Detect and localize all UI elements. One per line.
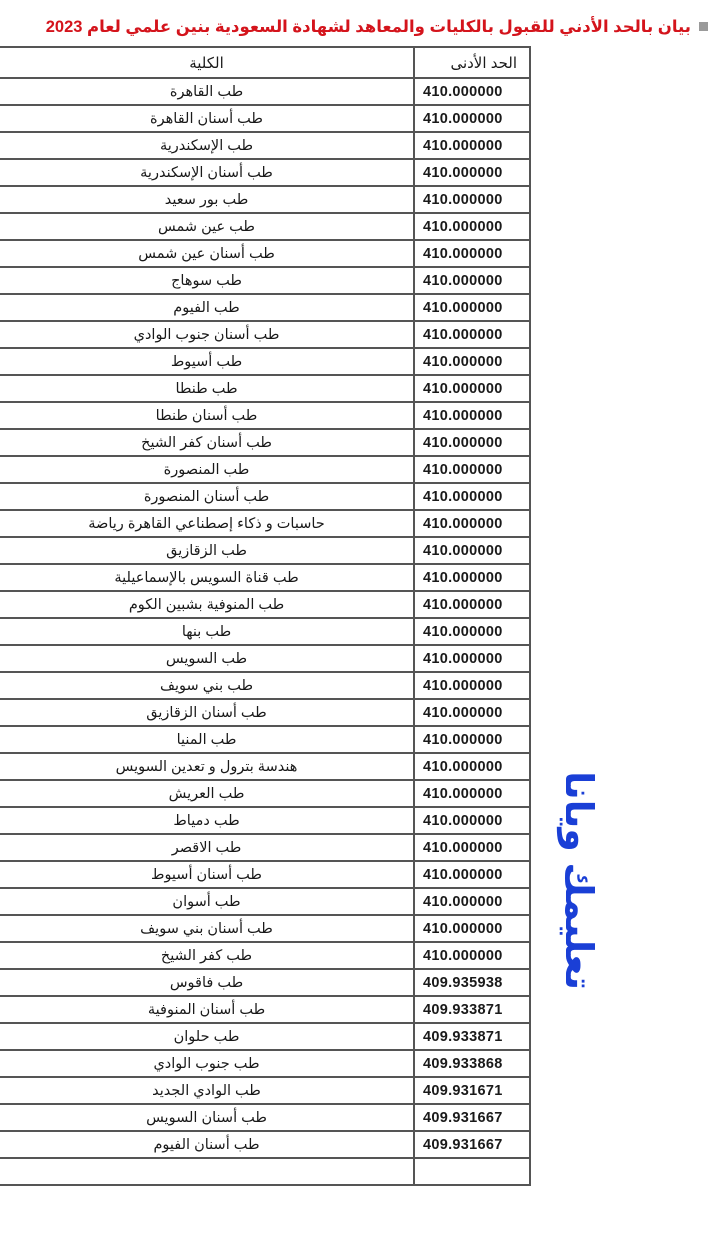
faculty-cell: طب المنوفية بشبين الكوم <box>0 591 414 618</box>
admission-table-container <box>0 46 531 1186</box>
faculty-cell: طب أسنان القاهرة <box>0 105 414 132</box>
table-row <box>0 456 530 483</box>
min-score-cell <box>414 1158 530 1185</box>
min-score-cell: 409.933871 <box>414 1023 530 1050</box>
min-score-cell: 410.000000 <box>414 780 530 807</box>
faculty-cell: طب بنها <box>0 618 414 645</box>
table-row <box>0 888 530 915</box>
faculty-cell: طب بور سعيد <box>0 186 414 213</box>
faculty-cell: طب أسنان كفر الشيخ <box>0 429 414 456</box>
table-header-row <box>0 47 530 78</box>
faculty-cell: طب دمياط <box>0 807 414 834</box>
table-row <box>0 618 530 645</box>
table-row <box>0 1131 530 1158</box>
table-row <box>0 186 530 213</box>
min-score-cell: 410.000000 <box>414 456 530 483</box>
faculty-cell: طب الفيوم <box>0 294 414 321</box>
table-body <box>0 78 530 1185</box>
table-row <box>0 483 530 510</box>
min-score-cell: 410.000000 <box>414 348 530 375</box>
min-score-cell: 410.000000 <box>414 267 530 294</box>
table-row <box>0 537 530 564</box>
faculty-cell: طب الوادي الجديد <box>0 1077 414 1104</box>
min-score-cell: 409.931667 <box>414 1131 530 1158</box>
table-row <box>0 321 530 348</box>
min-score-cell: 410.000000 <box>414 699 530 726</box>
faculty-cell: طب أسنان جنوب الوادي <box>0 321 414 348</box>
min-score-cell: 409.931671 <box>414 1077 530 1104</box>
table-row <box>0 996 530 1023</box>
faculty-cell: طب الاقصر <box>0 834 414 861</box>
table-row <box>0 942 530 969</box>
table-row <box>0 672 530 699</box>
table-row <box>0 348 530 375</box>
faculty-cell: هندسة بترول و تعدين السويس <box>0 753 414 780</box>
table-row <box>0 861 530 888</box>
min-score-cell: 410.000000 <box>414 105 530 132</box>
table-row <box>0 564 530 591</box>
faculty-cell: طب سوهاج <box>0 267 414 294</box>
min-score-cell: 410.000000 <box>414 672 530 699</box>
faculty-cell: طب القاهرة <box>0 78 414 105</box>
faculty-cell: طب الإسكندرية <box>0 132 414 159</box>
min-score-cell: 410.000000 <box>414 915 530 942</box>
min-score-cell: 410.000000 <box>414 294 530 321</box>
min-score-cell: 410.000000 <box>414 591 530 618</box>
min-score-cell: 410.000000 <box>414 159 530 186</box>
faculty-cell: طب فاقوس <box>0 969 414 996</box>
min-score-cell: 409.933868 <box>414 1050 530 1077</box>
table-row <box>0 1050 530 1077</box>
faculty-cell: طب المنصورة <box>0 456 414 483</box>
table-row <box>0 969 530 996</box>
table-row <box>0 213 530 240</box>
table-row <box>0 375 530 402</box>
table-row <box>0 78 530 105</box>
faculty-cell: طب أسنان المنصورة <box>0 483 414 510</box>
min-score-cell: 410.000000 <box>414 834 530 861</box>
table-row <box>0 240 530 267</box>
min-score-cell: 410.000000 <box>414 78 530 105</box>
faculty-cell: طب أسنان بني سويف <box>0 915 414 942</box>
table-row <box>0 1077 530 1104</box>
table-row <box>0 1023 530 1050</box>
min-score-cell: 409.935938 <box>414 969 530 996</box>
table-row <box>0 267 530 294</box>
faculty-cell <box>0 1158 414 1185</box>
min-score-cell: 410.000000 <box>414 429 530 456</box>
min-score-cell: 410.000000 <box>414 510 530 537</box>
table-row <box>0 780 530 807</box>
min-score-cell: 410.000000 <box>414 861 530 888</box>
table-row <box>0 159 530 186</box>
min-score-cell: 410.000000 <box>414 483 530 510</box>
table-row <box>0 807 530 834</box>
faculty-cell: طب أسنان الإسكندرية <box>0 159 414 186</box>
admission-table <box>0 46 531 1186</box>
table-row <box>0 915 530 942</box>
watermark: تعليمك ويانا <box>557 771 599 990</box>
faculty-cell: طب أسنان طنطا <box>0 402 414 429</box>
header-min-score: الحد الأدنى <box>414 47 530 78</box>
table-row <box>0 510 530 537</box>
faculty-cell: طب العريش <box>0 780 414 807</box>
faculty-cell: طب الزقازيق <box>0 537 414 564</box>
min-score-cell: 410.000000 <box>414 645 530 672</box>
table-row <box>0 834 530 861</box>
min-score-cell: 410.000000 <box>414 807 530 834</box>
page-title: بيان بالحد الأدني للقبول بالكليات والمعاهد لشهادة السعودية بنين علمي لعام 2023 <box>45 18 691 36</box>
min-score-cell: 410.000000 <box>414 942 530 969</box>
faculty-cell: طب كفر الشيخ <box>0 942 414 969</box>
table-row <box>0 105 530 132</box>
min-score-cell: 410.000000 <box>414 132 530 159</box>
header-faculty: الكلية <box>0 47 414 78</box>
min-score-cell: 410.000000 <box>414 726 530 753</box>
faculty-cell: طب جنوب الوادي <box>0 1050 414 1077</box>
faculty-cell: حاسبات و ذكاء إصطناعي القاهرة رياضة <box>0 510 414 537</box>
min-score-cell: 409.931667 <box>414 1104 530 1131</box>
min-score-cell: 410.000000 <box>414 240 530 267</box>
min-score-cell: 410.000000 <box>414 537 530 564</box>
table-row <box>0 645 530 672</box>
faculty-cell: طب أسنان السويس <box>0 1104 414 1131</box>
min-score-cell: 410.000000 <box>414 186 530 213</box>
faculty-cell: طب المنيا <box>0 726 414 753</box>
min-score-cell: 409.933871 <box>414 996 530 1023</box>
faculty-cell: طب حلوان <box>0 1023 414 1050</box>
table-row <box>0 699 530 726</box>
faculty-cell: طب أسوان <box>0 888 414 915</box>
faculty-cell: طب السويس <box>0 645 414 672</box>
min-score-cell: 410.000000 <box>414 753 530 780</box>
faculty-cell: طب أسنان عين شمس <box>0 240 414 267</box>
table-row <box>0 1104 530 1131</box>
min-score-cell: 410.000000 <box>414 213 530 240</box>
table-row <box>0 294 530 321</box>
faculty-cell: طب أسيوط <box>0 348 414 375</box>
faculty-cell: طب قناة السويس بالإسماعيلية <box>0 564 414 591</box>
table-row <box>0 132 530 159</box>
page-title-row <box>0 14 708 40</box>
min-score-cell: 410.000000 <box>414 564 530 591</box>
faculty-cell: طب طنطا <box>0 375 414 402</box>
faculty-cell: طب بني سويف <box>0 672 414 699</box>
min-score-cell: 410.000000 <box>414 321 530 348</box>
table-row <box>0 753 530 780</box>
min-score-cell: 410.000000 <box>414 618 530 645</box>
faculty-cell: طب أسنان المنوفية <box>0 996 414 1023</box>
table-row <box>0 726 530 753</box>
faculty-cell: طب أسنان أسيوط <box>0 861 414 888</box>
table-row <box>0 402 530 429</box>
min-score-cell: 410.000000 <box>414 402 530 429</box>
square-bullet-icon <box>699 22 708 31</box>
faculty-cell: طب أسنان الفيوم <box>0 1131 414 1158</box>
faculty-cell: طب عين شمس <box>0 213 414 240</box>
table-row <box>0 429 530 456</box>
table-row-partial <box>0 1158 530 1185</box>
min-score-cell: 410.000000 <box>414 888 530 915</box>
min-score-cell: 410.000000 <box>414 375 530 402</box>
table-row <box>0 591 530 618</box>
faculty-cell: طب أسنان الزقازيق <box>0 699 414 726</box>
